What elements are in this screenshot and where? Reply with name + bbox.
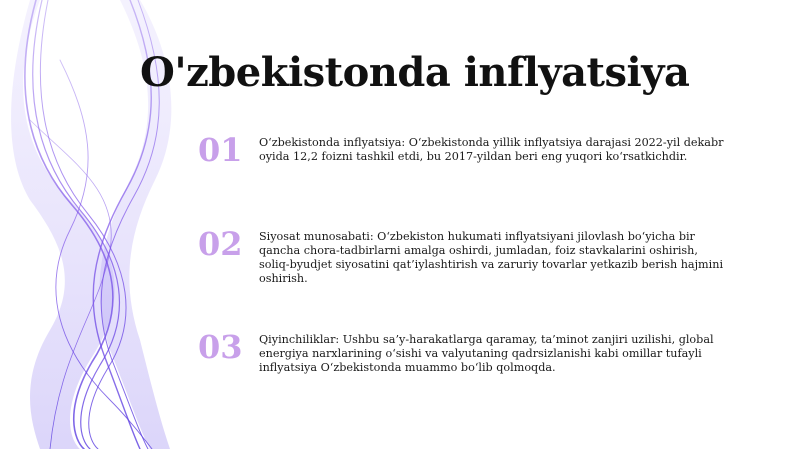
item-number: 02 [198,225,243,263]
item-text: Qiyinchiliklar: Ushbu sa’y-harakatlarga qaramay, ta’minot zanjiri uzilishi, global energiya narxlarining o‘sishi va valyutaning qadrsizlanishi kabi omillar tufayli inflyatsiya O‘zbekistonda muammo bo‘lib qolmoqda. [259,333,714,374]
list-item [198,227,768,297]
list-item [198,133,768,203]
item-number: 03 [198,328,243,366]
list-item [198,330,768,400]
item-text: Siyosat munosabati: O‘zbekiston hukumati inflyatsiyani jilovlash bo‘yicha bir qancha chora-tadbirlarni amalga oshirdi, jumladan, foiz stavkalarini oshirish, soliq-byudjet siyosatini qat’iylashtirish va zaruriy tovarlar yetkazib berish hajmini oshirish. [259,230,724,285]
item-text: O‘zbekistonda inflyatsiya: O‘zbekistonda yillik inflyatsiya darajasi 2022-yil dekabr oyida 12,2 foizni tashkil etdi, bu 2017-yildan beri eng yuqori ko‘rsatkichdir. [259,136,724,163]
slide-title: O'zbekistonda inflyatsiya [140,48,690,96]
item-number: 01 [198,131,243,169]
